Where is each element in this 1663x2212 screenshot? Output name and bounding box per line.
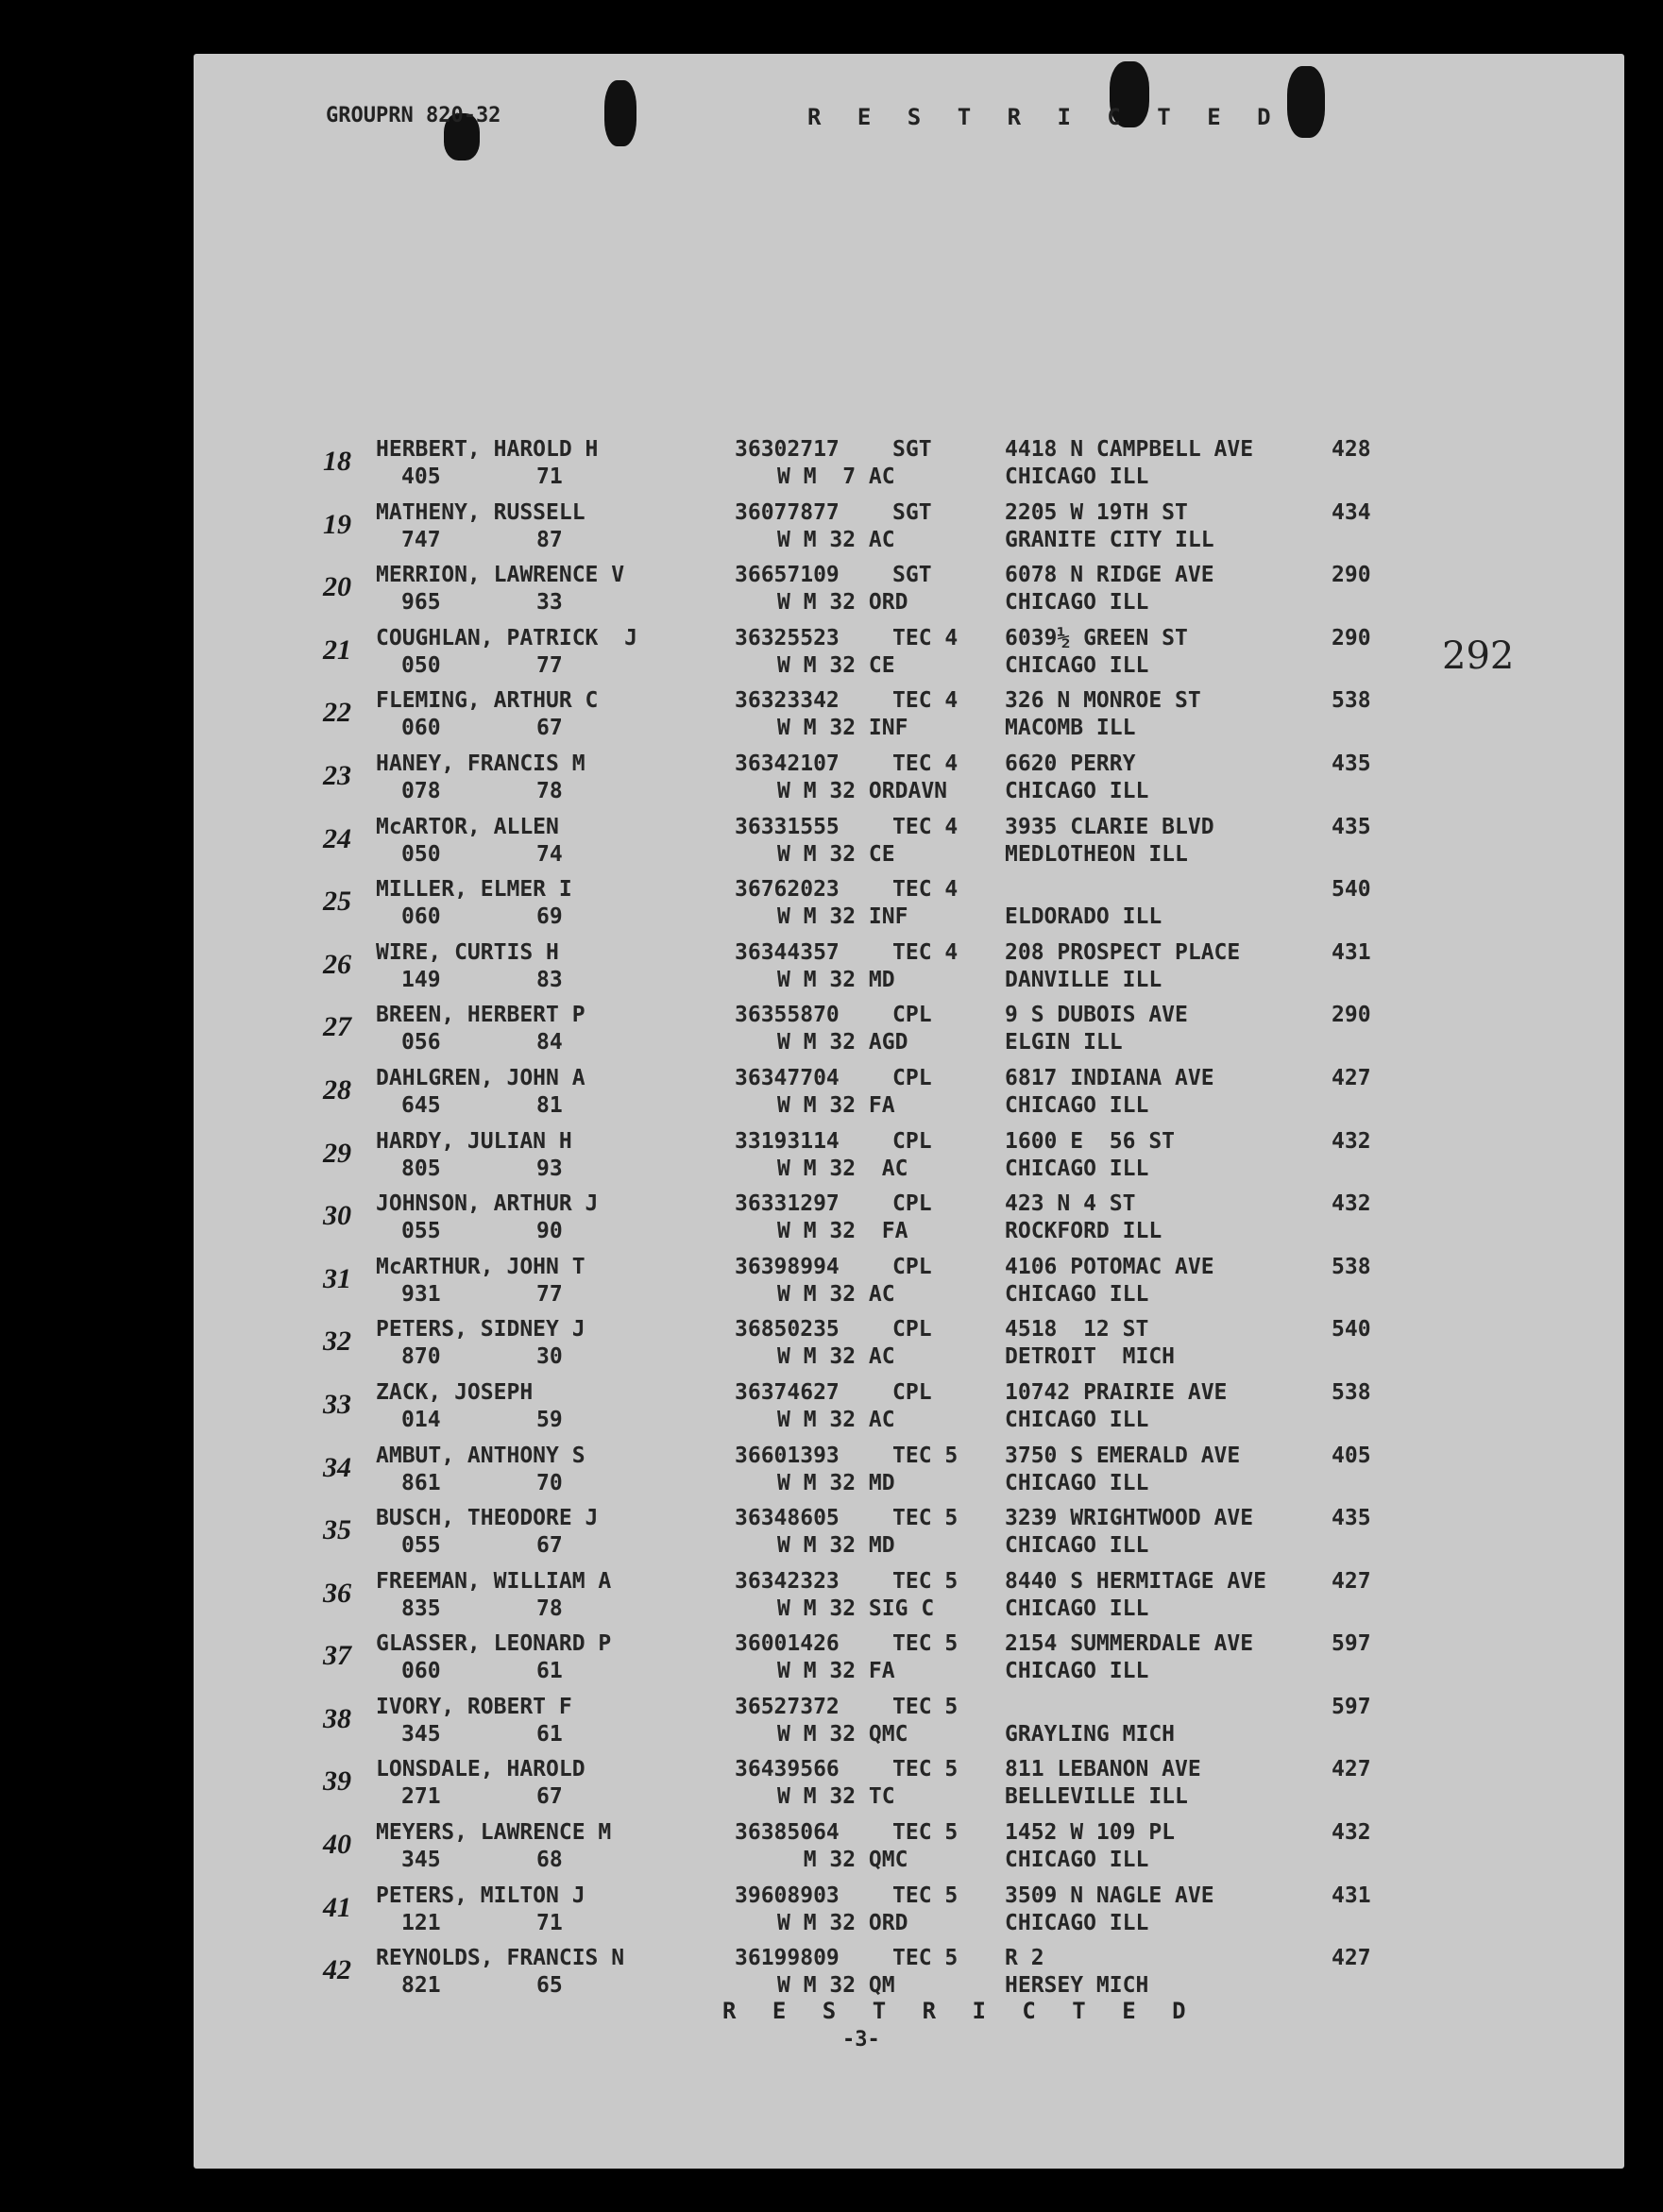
code-a: 965 bbox=[401, 590, 441, 616]
rank: SGT bbox=[892, 499, 932, 525]
race-sex-branch: W M 32 FA bbox=[777, 1219, 908, 1244]
race-sex-branch: W M 32 MD bbox=[777, 1533, 895, 1559]
address-line-1: 1600 E 56 ST bbox=[1005, 1128, 1176, 1154]
address-line-1: 2154 SUMMERDALE AVE bbox=[1005, 1631, 1254, 1657]
address-line-2: MEDLOTHEON ILL bbox=[1005, 841, 1188, 867]
address-line-1: 3239 WRIGHTWOOD AVE bbox=[1005, 1506, 1254, 1531]
code-a: 060 bbox=[401, 1659, 441, 1684]
race-sex-branch: W M 32 CE bbox=[777, 841, 895, 867]
rank: CPL bbox=[892, 1379, 932, 1405]
row-number: 40 bbox=[323, 1829, 351, 1861]
serial-number: 36199809 bbox=[735, 1946, 840, 1971]
soldier-name: HANEY, FRANCIS M bbox=[376, 751, 585, 776]
row-number: 33 bbox=[323, 1388, 351, 1420]
address-line-1: 6817 INDIANA AVE bbox=[1005, 1065, 1214, 1090]
soldier-name: MERRION, LAWRENCE V bbox=[376, 563, 625, 588]
region-code: 434 bbox=[1332, 499, 1371, 525]
code-b: 71 bbox=[536, 464, 563, 489]
race-sex-branch: W M 32 CE bbox=[777, 652, 895, 678]
address-line-2: BELLEVILLE ILL bbox=[1005, 1784, 1188, 1810]
row-number: 42 bbox=[323, 1954, 351, 1986]
rank: TEC 4 bbox=[892, 939, 959, 965]
serial-number: 36374627 bbox=[735, 1379, 840, 1405]
rank: TEC 5 bbox=[892, 1946, 959, 1971]
race-sex-branch: W M 32 ORD bbox=[777, 1910, 908, 1935]
race-sex-branch: M 32 QMC bbox=[777, 1848, 908, 1873]
rank: TEC 5 bbox=[892, 1757, 959, 1782]
address-line-2: CHICAGO ILL bbox=[1005, 1470, 1149, 1495]
roster-row bbox=[0, 499, 1663, 563]
address-line-2: CHICAGO ILL bbox=[1005, 1533, 1149, 1559]
rank: SGT bbox=[892, 437, 932, 462]
rank: TEC 5 bbox=[892, 1883, 959, 1908]
code-b: 77 bbox=[536, 652, 563, 678]
race-sex-branch: W M 32 FA bbox=[777, 1092, 895, 1118]
row-number: 27 bbox=[323, 1011, 351, 1043]
race-sex-branch: W M 32 INF bbox=[777, 716, 908, 741]
roster-row bbox=[0, 1443, 1663, 1506]
address-line-1: 6039½ GREEN ST bbox=[1005, 625, 1188, 650]
soldier-name: MILLER, ELMER I bbox=[376, 877, 572, 903]
rank: CPL bbox=[892, 1254, 932, 1279]
code-b: 67 bbox=[536, 1784, 563, 1810]
region-code: 431 bbox=[1332, 939, 1371, 965]
address-line-2: CHICAGO ILL bbox=[1005, 1156, 1149, 1181]
address-line-2: DETROIT MICH bbox=[1005, 1344, 1176, 1370]
soldier-name: FREEMAN, WILLIAM A bbox=[376, 1568, 612, 1594]
address-line-1: 10742 PRAIRIE AVE bbox=[1005, 1379, 1228, 1405]
region-code: 538 bbox=[1332, 1254, 1371, 1279]
address-line-2: GRANITE CITY ILL bbox=[1005, 527, 1214, 552]
region-code: 538 bbox=[1332, 1379, 1371, 1405]
serial-number: 36398994 bbox=[735, 1254, 840, 1279]
code-a: 060 bbox=[401, 716, 441, 741]
roster-row bbox=[0, 1756, 1663, 1819]
soldier-name: HERBERT, HAROLD H bbox=[376, 437, 599, 462]
address-line-2: CHICAGO ILL bbox=[1005, 1910, 1149, 1935]
race-sex-branch: W M 32 AC bbox=[777, 527, 895, 552]
serial-number: 36342323 bbox=[735, 1568, 840, 1594]
region-code: 290 bbox=[1332, 563, 1371, 588]
region-code: 540 bbox=[1332, 877, 1371, 903]
code-b: 84 bbox=[536, 1030, 563, 1055]
address-line-1: 4518 12 ST bbox=[1005, 1317, 1149, 1342]
serial-number: 36657109 bbox=[735, 563, 840, 588]
address-line-1: 8440 S HERMITAGE AVE bbox=[1005, 1568, 1266, 1594]
serial-number: 36439566 bbox=[735, 1757, 840, 1782]
code-b: 59 bbox=[536, 1407, 563, 1432]
soldier-name: COUGHLAN, PATRICK J bbox=[376, 625, 637, 650]
rank: TEC 4 bbox=[892, 751, 959, 776]
roster-row bbox=[0, 562, 1663, 625]
serial-number: 36348605 bbox=[735, 1506, 840, 1531]
soldier-name: PETERS, MILTON J bbox=[376, 1883, 585, 1908]
code-b: 78 bbox=[536, 778, 563, 803]
code-a: 405 bbox=[401, 464, 441, 489]
race-sex-branch: W M 32 ORDAVN bbox=[777, 778, 948, 803]
soldier-name: DAHLGREN, JOHN A bbox=[376, 1065, 585, 1090]
row-number: 35 bbox=[323, 1514, 351, 1546]
region-code: 428 bbox=[1332, 437, 1371, 462]
soldier-name: MEYERS, LAWRENCE M bbox=[376, 1820, 612, 1846]
code-b: 93 bbox=[536, 1156, 563, 1181]
address-line-1: R 2 bbox=[1005, 1946, 1044, 1971]
code-a: 055 bbox=[401, 1533, 441, 1559]
serial-number: 36385064 bbox=[735, 1820, 840, 1846]
soldier-name: AMBUT, ANTHONY S bbox=[376, 1443, 585, 1468]
row-number: 29 bbox=[323, 1137, 351, 1169]
region-code: 290 bbox=[1332, 625, 1371, 650]
race-sex-branch: W M 32 ORD bbox=[777, 590, 908, 616]
code-a: 345 bbox=[401, 1721, 441, 1747]
address-line-2: DANVILLE ILL bbox=[1005, 967, 1162, 992]
code-a: 050 bbox=[401, 841, 441, 867]
region-code: 432 bbox=[1332, 1191, 1371, 1217]
roster-row bbox=[0, 1190, 1663, 1254]
rank: CPL bbox=[892, 1128, 932, 1154]
code-b: 90 bbox=[536, 1219, 563, 1244]
row-number: 24 bbox=[323, 822, 351, 854]
region-code: 427 bbox=[1332, 1568, 1371, 1594]
serial-number: 36850235 bbox=[735, 1317, 840, 1342]
race-sex-branch: W M 32 SIG C bbox=[777, 1596, 935, 1621]
code-a: 805 bbox=[401, 1156, 441, 1181]
address-line-2: CHICAGO ILL bbox=[1005, 1092, 1149, 1118]
serial-number: 36601393 bbox=[735, 1443, 840, 1468]
soldier-name: BREEN, HERBERT P bbox=[376, 1003, 585, 1028]
code-b: 68 bbox=[536, 1848, 563, 1873]
serial-number: 36347704 bbox=[735, 1065, 840, 1090]
rank: TEC 4 bbox=[892, 688, 959, 714]
serial-number: 36077877 bbox=[735, 499, 840, 525]
address-line-1: 4106 POTOMAC AVE bbox=[1005, 1254, 1214, 1279]
soldier-name: McARTHUR, JOHN T bbox=[376, 1254, 585, 1279]
address-line-1: 3750 S EMERALD AVE bbox=[1005, 1443, 1241, 1468]
address-line-2: ELGIN ILL bbox=[1005, 1030, 1123, 1055]
serial-number: 36762023 bbox=[735, 877, 840, 903]
soldier-name: REYNOLDS, FRANCIS N bbox=[376, 1946, 625, 1971]
rank: CPL bbox=[892, 1317, 932, 1342]
rank: CPL bbox=[892, 1003, 932, 1028]
punch-hole bbox=[1287, 66, 1325, 138]
address-line-1: 9 S DUBOIS AVE bbox=[1005, 1003, 1188, 1028]
soldier-name: GLASSER, LEONARD P bbox=[376, 1631, 612, 1657]
rank: TEC 4 bbox=[892, 814, 959, 839]
code-a: 931 bbox=[401, 1281, 441, 1307]
address-line-2: GRAYLING MICH bbox=[1005, 1721, 1176, 1747]
punch-hole bbox=[604, 80, 636, 146]
rank: TEC 4 bbox=[892, 625, 959, 650]
address-line-1: 6620 PERRY bbox=[1005, 751, 1136, 776]
roster-row bbox=[0, 1379, 1663, 1443]
address-line-2: CHICAGO ILL bbox=[1005, 1659, 1149, 1684]
address-line-2: CHICAGO ILL bbox=[1005, 1596, 1149, 1621]
serial-number: 39608903 bbox=[735, 1883, 840, 1908]
region-code: 538 bbox=[1332, 688, 1371, 714]
serial-number: 36527372 bbox=[735, 1694, 840, 1719]
roster-row bbox=[0, 1630, 1663, 1694]
race-sex-branch: W M 32 AC bbox=[777, 1344, 895, 1370]
code-b: 69 bbox=[536, 904, 563, 930]
region-code: 427 bbox=[1332, 1757, 1371, 1782]
code-b: 81 bbox=[536, 1092, 563, 1118]
row-number: 26 bbox=[323, 948, 351, 980]
code-b: 78 bbox=[536, 1596, 563, 1621]
address-line-2: CHICAGO ILL bbox=[1005, 652, 1149, 678]
race-sex-branch: W M 32 FA bbox=[777, 1659, 895, 1684]
roster-row bbox=[0, 939, 1663, 1003]
roster-row bbox=[0, 687, 1663, 751]
region-code: 290 bbox=[1332, 1003, 1371, 1028]
code-a: 345 bbox=[401, 1848, 441, 1873]
address-line-2: CHICAGO ILL bbox=[1005, 464, 1149, 489]
code-b: 77 bbox=[536, 1281, 563, 1307]
region-code: 597 bbox=[1332, 1631, 1371, 1657]
address-line-2: CHICAGO ILL bbox=[1005, 590, 1149, 616]
row-number: 19 bbox=[323, 508, 351, 540]
restricted-footer: R E S T R I C T E D bbox=[722, 1998, 1197, 2024]
address-line-2: CHICAGO ILL bbox=[1005, 778, 1149, 803]
code-a: 870 bbox=[401, 1344, 441, 1370]
row-number: 28 bbox=[323, 1073, 351, 1106]
address-line-2: HERSEY MICH bbox=[1005, 1973, 1149, 1999]
region-code: 427 bbox=[1332, 1065, 1371, 1090]
address-line-1: 4418 N CAMPBELL AVE bbox=[1005, 437, 1254, 462]
code-b: 83 bbox=[536, 967, 563, 992]
row-number: 30 bbox=[323, 1200, 351, 1232]
address-line-2: CHICAGO ILL bbox=[1005, 1407, 1149, 1432]
code-a: 149 bbox=[401, 967, 441, 992]
row-number: 31 bbox=[323, 1262, 351, 1294]
roster-row bbox=[0, 814, 1663, 877]
rank: TEC 5 bbox=[892, 1568, 959, 1594]
code-b: 33 bbox=[536, 590, 563, 616]
address-line-2: CHICAGO ILL bbox=[1005, 1848, 1149, 1873]
roster-row bbox=[0, 876, 1663, 939]
row-number: 32 bbox=[323, 1326, 351, 1358]
row-number: 23 bbox=[323, 759, 351, 791]
address-line-2: ELDORADO ILL bbox=[1005, 904, 1162, 930]
address-line-1: 326 N MONROE ST bbox=[1005, 688, 1201, 714]
row-number: 39 bbox=[323, 1765, 351, 1798]
region-code: 597 bbox=[1332, 1694, 1371, 1719]
code-a: 747 bbox=[401, 527, 441, 552]
roster-row bbox=[0, 1002, 1663, 1065]
rank: TEC 5 bbox=[892, 1631, 959, 1657]
rank: CPL bbox=[892, 1065, 932, 1090]
code-a: 271 bbox=[401, 1784, 441, 1810]
code-b: 61 bbox=[536, 1721, 563, 1747]
serial-number: 36342107 bbox=[735, 751, 840, 776]
rank: TEC 5 bbox=[892, 1820, 959, 1846]
address-line-2: ROCKFORD ILL bbox=[1005, 1219, 1162, 1244]
row-number: 20 bbox=[323, 571, 351, 603]
region-code: 435 bbox=[1332, 1506, 1371, 1531]
soldier-name: MATHENY, RUSSELL bbox=[376, 499, 585, 525]
race-sex-branch: W M 32 MD bbox=[777, 1470, 895, 1495]
serial-number: 36331297 bbox=[735, 1191, 840, 1217]
page-number: -3- bbox=[842, 2028, 880, 2052]
region-code: 435 bbox=[1332, 751, 1371, 776]
row-number: 21 bbox=[323, 633, 351, 666]
region-code: 431 bbox=[1332, 1883, 1371, 1908]
soldier-name: WIRE, CURTIS H bbox=[376, 939, 559, 965]
address-line-1: 1452 W 109 PL bbox=[1005, 1820, 1176, 1846]
serial-number: 36302717 bbox=[735, 437, 840, 462]
serial-number: 36331555 bbox=[735, 814, 840, 839]
race-sex-branch: W M 32 TC bbox=[777, 1784, 895, 1810]
code-b: 71 bbox=[536, 1910, 563, 1935]
soldier-name: HARDY, JULIAN H bbox=[376, 1128, 572, 1154]
code-a: 050 bbox=[401, 652, 441, 678]
code-a: 078 bbox=[401, 778, 441, 803]
code-a: 055 bbox=[401, 1219, 441, 1244]
address-line-1: 2205 W 19TH ST bbox=[1005, 499, 1188, 525]
race-sex-branch: W M 32 AC bbox=[777, 1407, 895, 1432]
region-code: 405 bbox=[1332, 1443, 1371, 1468]
code-a: 060 bbox=[401, 904, 441, 930]
soldier-name: IVORY, ROBERT F bbox=[376, 1694, 572, 1719]
address-line-1: 6078 N RIDGE AVE bbox=[1005, 563, 1214, 588]
code-b: 70 bbox=[536, 1470, 563, 1495]
race-sex-branch: W M 32 QMC bbox=[777, 1721, 908, 1747]
code-a: 014 bbox=[401, 1407, 441, 1432]
code-a: 821 bbox=[401, 1973, 441, 1999]
race-sex-branch: W M 7 AC bbox=[777, 464, 895, 489]
roster-row bbox=[0, 1505, 1663, 1568]
serial-number: 36344357 bbox=[735, 939, 840, 965]
address-line-1: 423 N 4 ST bbox=[1005, 1191, 1136, 1217]
address-line-1: 3935 CLARIE BLVD bbox=[1005, 814, 1214, 839]
row-number: 34 bbox=[323, 1451, 351, 1483]
address-line-2: CHICAGO ILL bbox=[1005, 1281, 1149, 1307]
race-sex-branch: W M 32 INF bbox=[777, 904, 908, 930]
soldier-name: ZACK, JOSEPH bbox=[376, 1379, 534, 1405]
rank: TEC 5 bbox=[892, 1443, 959, 1468]
rank: TEC 5 bbox=[892, 1694, 959, 1719]
roster-row bbox=[0, 1883, 1663, 1946]
serial-number: 36355870 bbox=[735, 1003, 840, 1028]
soldier-name: PETERS, SIDNEY J bbox=[376, 1317, 585, 1342]
code-b: 67 bbox=[536, 1533, 563, 1559]
roster-list bbox=[0, 436, 1663, 2008]
row-number: 22 bbox=[323, 697, 351, 729]
code-b: 74 bbox=[536, 841, 563, 867]
region-code: 432 bbox=[1332, 1820, 1371, 1846]
code-b: 61 bbox=[536, 1659, 563, 1684]
roster-row bbox=[0, 625, 1663, 688]
row-number: 37 bbox=[323, 1640, 351, 1672]
region-code: 540 bbox=[1332, 1317, 1371, 1342]
soldier-name: FLEMING, ARTHUR C bbox=[376, 688, 599, 714]
rank: TEC 5 bbox=[892, 1506, 959, 1531]
serial-number: 36323342 bbox=[735, 688, 840, 714]
region-code: 435 bbox=[1332, 814, 1371, 839]
serial-number: 36001426 bbox=[735, 1631, 840, 1657]
address-line-2: MACOMB ILL bbox=[1005, 716, 1136, 741]
race-sex-branch: W M 32 AGD bbox=[777, 1030, 908, 1055]
row-number: 25 bbox=[323, 886, 351, 918]
address-line-1: 208 PROSPECT PLACE bbox=[1005, 939, 1241, 965]
rank: CPL bbox=[892, 1191, 932, 1217]
code-a: 861 bbox=[401, 1470, 441, 1495]
code-b: 87 bbox=[536, 527, 563, 552]
roster-row bbox=[0, 1254, 1663, 1317]
restricted-header: R E S T R I C T E D bbox=[807, 104, 1282, 130]
roster-row bbox=[0, 751, 1663, 814]
code-a: 835 bbox=[401, 1596, 441, 1621]
code-b: 30 bbox=[536, 1344, 563, 1370]
roster-row bbox=[0, 1568, 1663, 1631]
serial-number: 33193114 bbox=[735, 1128, 840, 1154]
code-a: 121 bbox=[401, 1910, 441, 1935]
roster-row bbox=[0, 1316, 1663, 1379]
serial-number: 36325523 bbox=[735, 625, 840, 650]
race-sex-branch: W M 32 AC bbox=[777, 1281, 895, 1307]
rank: SGT bbox=[892, 563, 932, 588]
race-sex-branch: W M 32 AC bbox=[777, 1156, 908, 1181]
region-code: 432 bbox=[1332, 1128, 1371, 1154]
race-sex-branch: W M 32 QM bbox=[777, 1973, 895, 1999]
row-number: 36 bbox=[323, 1577, 351, 1609]
soldier-name: McARTOR, ALLEN bbox=[376, 814, 559, 839]
soldier-name: LONSDALE, HAROLD bbox=[376, 1757, 585, 1782]
row-number: 38 bbox=[323, 1702, 351, 1734]
row-number: 18 bbox=[323, 446, 351, 477]
row-number: 41 bbox=[323, 1891, 351, 1923]
code-b: 65 bbox=[536, 1973, 563, 1999]
code-a: 645 bbox=[401, 1092, 441, 1118]
address-line-1: 811 LEBANON AVE bbox=[1005, 1757, 1201, 1782]
roster-row bbox=[0, 436, 1663, 499]
page-stamp-number: 292 bbox=[1442, 634, 1515, 678]
region-code: 427 bbox=[1332, 1946, 1371, 1971]
roster-row bbox=[0, 1128, 1663, 1191]
roster-row bbox=[0, 1694, 1663, 1757]
code-a: 056 bbox=[401, 1030, 441, 1055]
soldier-name: BUSCH, THEODORE J bbox=[376, 1506, 599, 1531]
code-b: 67 bbox=[536, 716, 563, 741]
race-sex-branch: W M 32 MD bbox=[777, 967, 895, 992]
roster-row bbox=[0, 1819, 1663, 1883]
soldier-name: JOHNSON, ARTHUR J bbox=[376, 1191, 599, 1217]
roster-row bbox=[0, 1065, 1663, 1128]
group-header: GROUPRN 820-32 bbox=[326, 104, 501, 127]
rank: TEC 4 bbox=[892, 877, 959, 903]
address-line-1: 3509 N NAGLE AVE bbox=[1005, 1883, 1214, 1908]
